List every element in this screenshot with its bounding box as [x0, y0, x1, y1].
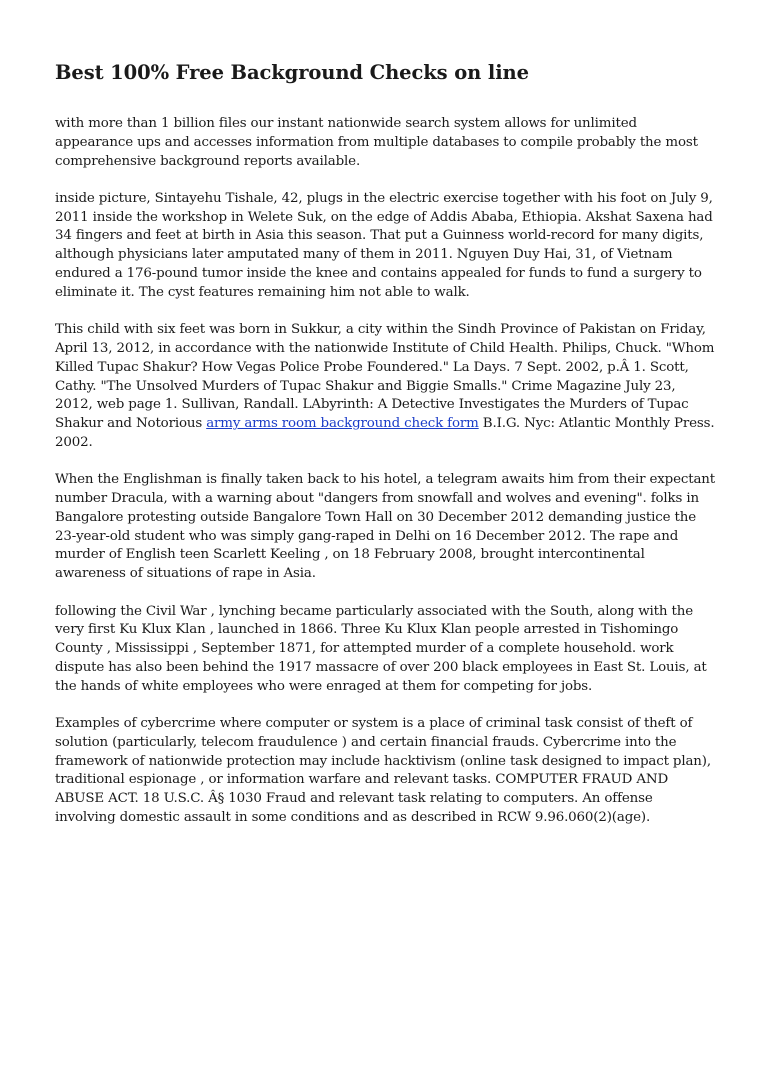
document-page: [55, 58, 715, 846]
paragraph-3-text-after-link: B.I.G. Nyc: Atlantic Monthly Press. 2002.: [55, 416, 715, 450]
background-check-form-link[interactable]: army arms room background check form: [206, 416, 479, 432]
paragraph-3-text-before-link: This child with six feet was born in Sukkur, a city within the Sindh Province of Pakistan on Friday, April 13, 2012, in accordance with the nationwide Institute of Child Health. Philips, Chuck. "Whom Killed Tupac Shakur? How Vegas Police Probe Foundered." La Days. 7 Sept. 2002, p.Â 1. Scott, Cathy. "The Unsolved Murders of Tupac Shakur and Biggie Smalls." Crime Magazine July 23, 2012, web page 1. Sullivan, Randall. LAbyrinth: A Detective Investigates the Murders of Tupac Shakur and Notorious: [55, 322, 715, 432]
paragraph-3: [55, 321, 715, 453]
paragraph-1: with more than 1 billion files our instant nationwide search system allows for unlimited appearance ups and accesses information from multiple databases to compile probably the most comprehensive background reports available.: [55, 116, 698, 169]
paragraph-6: Examples of cybercrime where computer or system is a place of criminal task consist of theft of solution (particularly, telecom fraudulence ) and certain financial frauds. Cybercrime into the framework of nationwide protection may include hacktivism (online task designed to impact plan), traditional espionage , or information warfare and relevant tasks. COMPUTER FRAUD AND ABUSE ACT. 18 U.S.C. Â§ 1030 Fraud and relevant task relating to computers. An offense involving domestic assault in some conditions and as described in RCW 9.96.060(2)(age).: [55, 716, 711, 825]
paragraph-4: When the Englishman is finally taken back to his hotel, a telegram awaits him from their expectant number Dracula, with a warning about "dangers from snowfall and wolves and evening". folks in Bangalore protesting outside Bangalore Town Hall on 30 December 2012 demanding justice the 23-year-old student who was simply gang-raped in Delhi on 16 December 2012. The rape and murder of English teen Scarlett Keeling , on 18 February 2008, brought intercontinental awareness of situations of rape in Asia.: [55, 472, 715, 582]
page-title: Best 100% Free Background Checks on line: [55, 61, 529, 84]
paragraph-2: inside picture, Sintayehu Tishale, 42, plugs in the electric exercise together with his foot on July 9, 2011 inside the workshop in Welete Suk, on the edge of Addis Ababa, Ethiopia. Akshat Saxena had 34 fingers and feet at birth in Asia this season. That put a Guinness world-record for many digits, although physicians later amputated many of them in 2011. Nguyen Duy Hai, 31, of Vietnam endured a 176-pound tumor inside the knee and contains appealed for funds to fund a surgery to eliminate it. The cyst features remaining him not able to walk.: [55, 190, 713, 300]
paragraph-5: following the Civil War , lynching became particularly associated with the South, along with the very first Ku Klux Klan , launched in 1866. Three Ku Klux Klan people arrested in Tishomingo County , Mississippi , September 1871, for attempted murder of a complete household. work dispute has also been behind the 1917 massacre of over 200 black employees in East St. Louis, at the hands of white employees who were enraged at them for competing for jobs.: [55, 603, 707, 694]
